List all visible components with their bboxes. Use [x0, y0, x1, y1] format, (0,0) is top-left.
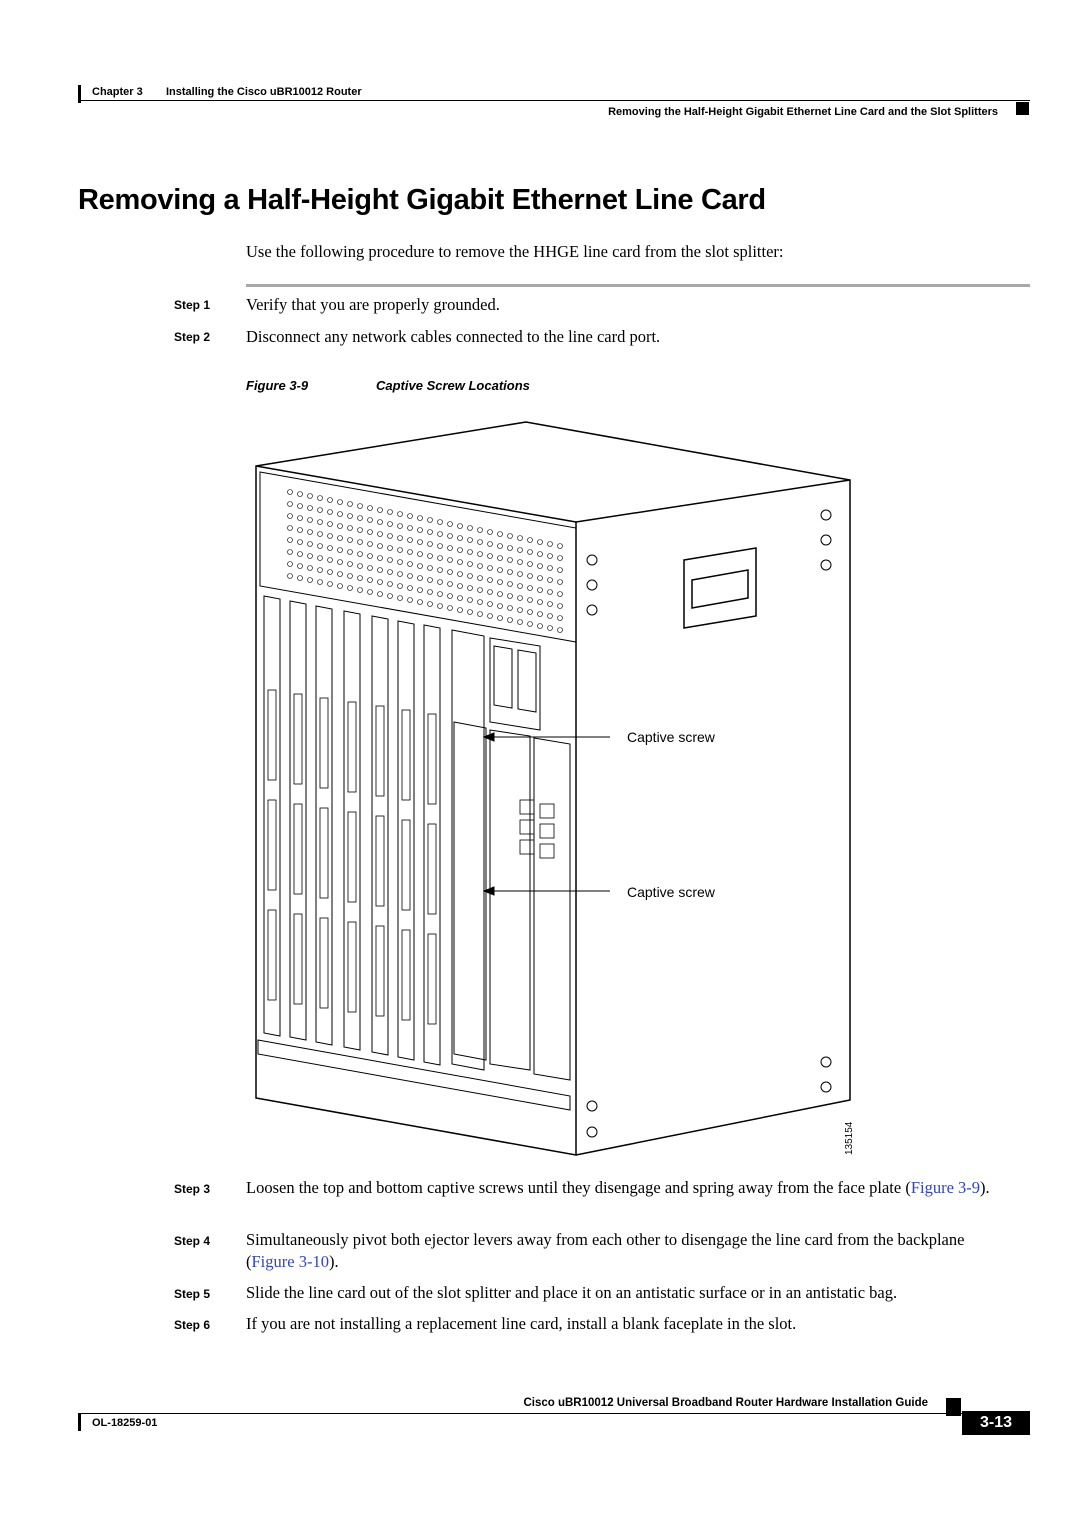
intro-paragraph: Use the following procedure to remove the HHGE line card from the slot splitter: — [246, 242, 784, 261]
section-title: Removing the Half-Height Gigabit Ethernet Line Card and the Slot Splitters — [608, 106, 998, 118]
chapter-label: Chapter 3 — [92, 86, 143, 98]
chapter-title: Installing the Cisco uBR10012 Router — [166, 86, 362, 98]
footer-bar-left — [78, 1413, 81, 1431]
step-text: Slide the line card out of the slot splitter and place it on an antistatic surface or in an antistatic bag. — [246, 1283, 898, 1302]
step-label: Step 6 — [174, 1318, 211, 1332]
step-label: Step 1 — [174, 298, 211, 312]
callout-captive-screw-top: Captive screw — [627, 729, 715, 745]
figure-link[interactable]: Figure 3-9 — [910, 1178, 981, 1197]
router-chassis-illustration — [240, 410, 880, 1170]
header-rule — [78, 100, 1030, 101]
step-text: Loosen the top and bottom captive screws until they disengage and spring away from the face plate (Figure 3-9). — [246, 1178, 990, 1197]
page-number: 3-13 — [962, 1411, 1030, 1435]
callout-captive-screw-bottom: Captive screw — [627, 884, 715, 900]
step-text: Verify that you are properly grounded. — [246, 295, 500, 314]
footer-rule — [78, 1413, 1030, 1414]
step-label: Step 3 — [174, 1182, 211, 1196]
header-square — [1016, 102, 1029, 115]
page-title: Removing a Half-Height Gigabit Ethernet Line Card — [78, 184, 766, 216]
step-text: Disconnect any network cables connected to the line card port. — [246, 327, 661, 346]
step-label: Step 5 — [174, 1287, 211, 1301]
doc-number: OL-18259-01 — [92, 1417, 158, 1429]
step-label: Step 2 — [174, 330, 211, 344]
figure-label: Figure 3-9 — [246, 378, 309, 393]
figure-title: Captive Screw Locations — [376, 378, 530, 393]
step-text: If you are not installing a replacement line card, install a blank faceplate in the slot. — [246, 1314, 797, 1333]
procedure-rule — [246, 284, 1030, 287]
step-text: Simultaneously pivot both ejector levers away from each other to disengage the line card from the backplane (Figure 3-10). — [246, 1230, 965, 1271]
step-label: Step 4 — [174, 1234, 211, 1248]
figure-link[interactable]: Figure 3-10 — [251, 1252, 329, 1271]
guide-title: Cisco uBR10012 Universal Broadband Router Hardware Installation Guide — [523, 1397, 928, 1409]
figure-id: 135154 — [844, 1121, 855, 1155]
